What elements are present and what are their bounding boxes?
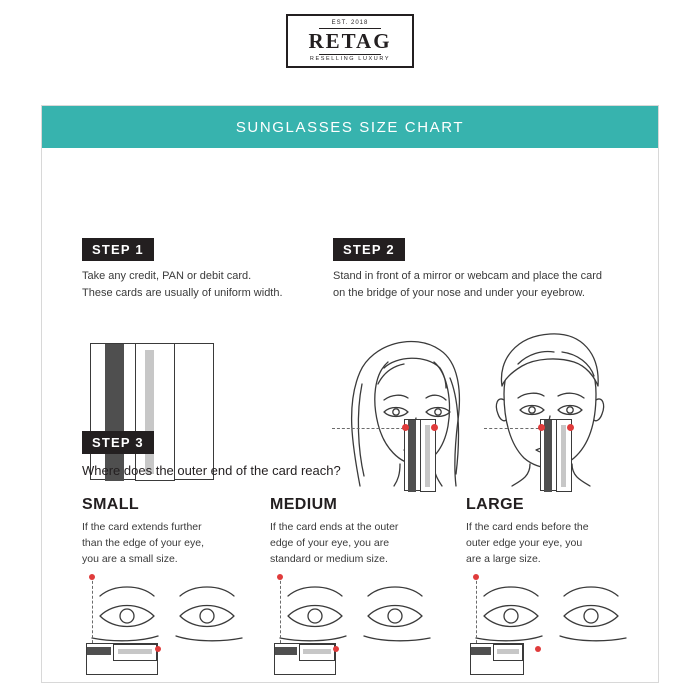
chart-title: SUNGLASSES SIZE CHART — [235, 118, 465, 136]
size-medium-card-inner-bar — [303, 649, 331, 654]
size-large-card-stripe — [471, 647, 491, 655]
step-2-line-2: on the bridge of your nose and under your eyebrow. — [333, 287, 585, 300]
size-large-line-3: are a large size. — [466, 552, 541, 565]
step-1-text — [82, 268, 283, 302]
size-small-title: SMALL — [82, 496, 140, 513]
credit-card-illustration — [90, 343, 214, 480]
brand-logo — [0, 14, 700, 68]
female-card-stripe — [408, 420, 416, 492]
card-measure-band — [135, 343, 175, 481]
step-1-line-1: Take any credit, PAN or debit card. — [82, 270, 252, 282]
chart-card — [41, 105, 659, 683]
chart-banner — [42, 106, 658, 148]
step-2-line-1: Stand in front of a mirror or webcam and place the card — [333, 270, 603, 282]
size-large-end-dot — [535, 646, 541, 652]
size-medium-dash-vertical — [280, 576, 281, 648]
size-small-dash-vertical — [92, 576, 93, 648]
brand-logo-box — [286, 14, 413, 68]
card-inner-bar — [145, 350, 154, 474]
size-large-card-inner-bar — [497, 649, 519, 654]
male-card-stripe — [544, 420, 552, 492]
size-small-card-stripe — [87, 647, 111, 655]
size-medium-title: MEDIUM — [270, 496, 338, 513]
size-small-card-inner-bar — [118, 649, 152, 654]
step-2-text — [333, 268, 602, 302]
size-small-desc — [82, 520, 257, 567]
size-medium-line-1: If the card ends at the outer — [270, 521, 399, 533]
size-small-line-2: than the edge of your eye, — [82, 536, 205, 549]
brand-tagline: RESELLING LUXURY — [309, 56, 391, 62]
male-measure-dot-left — [538, 424, 545, 431]
size-medium-end-dot — [333, 646, 339, 652]
step-1-tag: STEP 1 — [82, 238, 154, 261]
size-large-top-dot — [473, 574, 479, 580]
brand-est-label: EST. 2018 — [331, 20, 369, 26]
step-3-question: Where does the outer end of the card reach? — [82, 463, 341, 478]
female-card-inner-bar — [425, 425, 430, 487]
size-large-card — [470, 643, 524, 675]
male-measure-dashline — [484, 428, 544, 429]
size-medium-top-dot — [277, 574, 283, 580]
size-small-end-dot — [155, 646, 161, 652]
female-measure-dot-right — [431, 424, 438, 431]
size-large-dash-vertical — [476, 576, 477, 648]
step-1-line-2: These cards are usually of uniform width. — [82, 287, 283, 300]
male-measure-dot-right — [567, 424, 574, 431]
step-3-tag: STEP 3 — [82, 431, 154, 454]
size-small-top-dot — [89, 574, 95, 580]
male-card-inner-bar — [561, 425, 566, 487]
size-large-desc — [466, 520, 641, 567]
brand-rule-bottom — [319, 54, 381, 55]
size-medium-card-stripe — [275, 647, 297, 655]
brand-name: RETAG — [308, 29, 392, 53]
size-small-line-1: If the card extends further — [82, 521, 202, 533]
size-large-line-2: outer edge your eye, you — [466, 536, 583, 549]
step-2-tag: STEP 2 — [333, 238, 405, 261]
card-magnetic-stripe — [105, 344, 124, 481]
size-medium-card — [274, 643, 336, 675]
female-face-illustration — [322, 324, 482, 489]
size-medium-desc — [270, 520, 445, 567]
size-medium-line-2: edge of your eye, you are — [270, 536, 390, 549]
size-medium-line-3: standard or medium size. — [270, 552, 388, 565]
size-large-line-1: If the card ends before the — [466, 521, 589, 533]
size-large-title: LARGE — [466, 496, 524, 513]
female-measure-dot-left — [402, 424, 409, 431]
size-small-line-3: you are a small size. — [82, 552, 178, 565]
size-small-card — [86, 643, 158, 675]
